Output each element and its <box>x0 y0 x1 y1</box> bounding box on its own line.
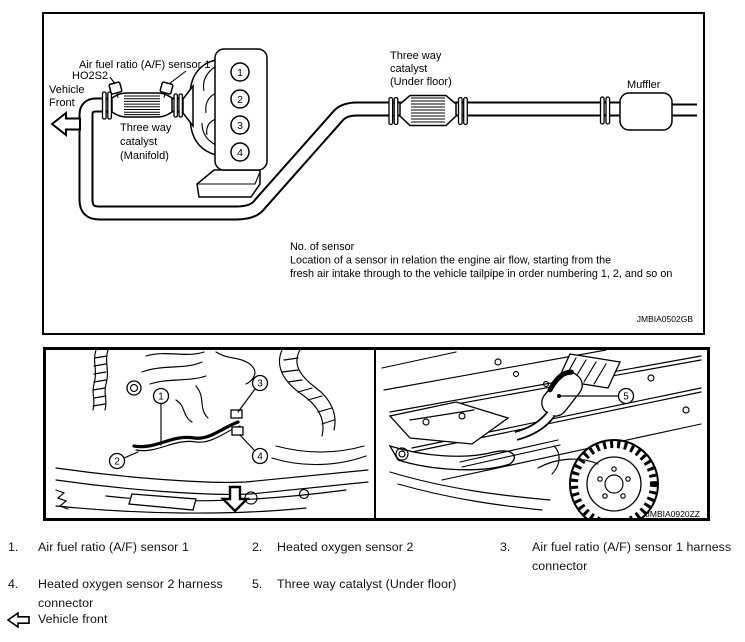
callout-1 <box>154 389 169 446</box>
manifold-catalyst-label-line3: (Manifold) <box>120 150 169 162</box>
legend-item-3-label: Air fuel ratio (A/F) sensor 1 harness connector <box>532 540 732 573</box>
legend-item-5-label: Three way catalyst (Under floor) <box>277 577 457 591</box>
exhaust-system-schematic-box <box>42 12 705 335</box>
top-figure-code: JMBIA0502GB <box>636 314 693 324</box>
legend-item-5-number: 5. <box>252 577 263 591</box>
cylinder-2-number: 2 <box>237 93 243 106</box>
cylinder-1-number: 1 <box>237 66 243 79</box>
cylinder-3-number: 3 <box>237 119 243 132</box>
bottom-figure-code: JMBIA0920ZZ <box>645 509 700 518</box>
cylinder-4-number: 4 <box>237 146 243 159</box>
manifold-catalyst <box>103 92 183 119</box>
manifold-catalyst-label-line2: catalyst <box>120 136 158 148</box>
legend-item-2-number: 2. <box>252 540 263 554</box>
callout-5-number: 5 <box>623 391 629 403</box>
underfloor-catalyst-label-line1: Three way <box>390 50 442 62</box>
component-location-drawings <box>46 350 707 518</box>
legend-item-1-label: Air fuel ratio (A/F) sensor 1 <box>38 540 189 554</box>
legend-item-4-label: Heated oxygen sensor 2 harness connector <box>38 577 223 610</box>
legend-item-3-number: 3. <box>500 540 511 554</box>
underfloor-catalyst-label-line3: (Under floor) <box>390 76 452 88</box>
callout-2 <box>110 452 139 469</box>
callout-3 <box>238 376 268 413</box>
legend-item-2-label: Heated oxygen sensor 2 <box>277 540 414 554</box>
vehicle-front-label-line2: Front <box>49 97 75 109</box>
underfloor-catalyst-label-line2: catalyst <box>390 63 428 75</box>
vehicle-front-arrow-icon <box>52 113 80 135</box>
af-sensor-label: Air fuel ratio (A/F) sensor 1 <box>79 59 211 71</box>
component-location-photos-box <box>43 347 710 521</box>
cylinder-head-block <box>215 49 267 170</box>
sensor-numbering-note <box>290 241 672 280</box>
note-line2: Location of a sensor in relation the engine air flow, starting from the <box>290 254 612 267</box>
callout-4-number: 4 <box>257 451 263 463</box>
legend-item-4-number: 4. <box>8 577 19 591</box>
vehicle-front-icon <box>6 612 32 628</box>
muffler-label: Muffler <box>627 79 661 91</box>
ho2s2-label: HO2S2 <box>72 70 109 82</box>
callout-1-number: 1 <box>158 391 164 403</box>
note-line1: No. of sensor <box>290 241 355 253</box>
note-line3: fresh air intake through to the vehicle tailpipe in order numbering 1, 2, and so on <box>290 268 673 280</box>
underfloor-catalyst <box>389 96 467 126</box>
callout-2-number: 2 <box>114 456 120 468</box>
exhaust-schematic-drawing <box>44 14 703 333</box>
underbody-drawing <box>382 350 701 518</box>
engine-bay-drawing <box>56 350 368 513</box>
callout-3-number: 3 <box>257 378 263 390</box>
vehicle-front-legend-label: Vehicle front <box>38 612 108 626</box>
callout-4 <box>240 435 268 464</box>
photo-direction-arrow-icon <box>223 487 247 511</box>
vehicle-front-label-line1: Vehicle <box>49 84 85 96</box>
manifold-catalyst-label-line1: Three way <box>120 122 172 134</box>
legend-item-1-number: 1. <box>8 540 19 554</box>
exhaust-manifold-collector <box>183 60 216 155</box>
af-sensor-leader-line <box>169 71 186 84</box>
